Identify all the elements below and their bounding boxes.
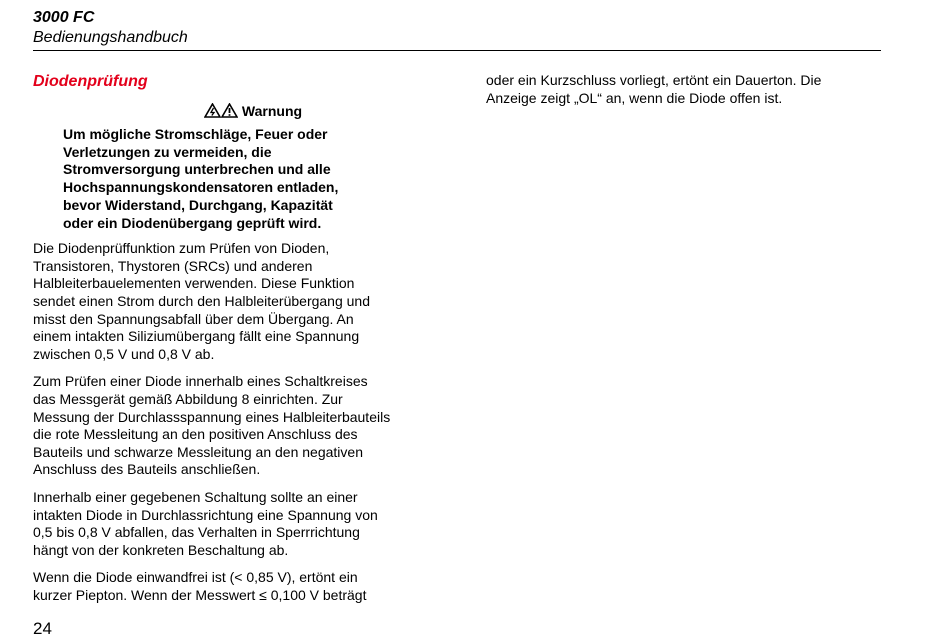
text-line: Anzeige zeigt „OL“ an, wenn die Diode offen ist. bbox=[486, 89, 783, 106]
text-line: das Messgerät gemäß Abbildung 8 einrichten. Zur bbox=[33, 390, 343, 407]
text-line: sendet einen Strom durch den Halbleiterübergang und bbox=[33, 293, 371, 309]
header-divider bbox=[33, 50, 881, 51]
text-line: 0,5 bis 0,8 V abfallen, das Verhalten in Sperrrichtung bbox=[33, 524, 360, 541]
text-line: einem intakten Siliziumübergang fällt eine Spannung bbox=[33, 328, 360, 345]
warning-line: Hochspannungskondensatoren entladen, bbox=[63, 179, 339, 196]
text-line: zwischen 0,5 V und 0,8 V ab. bbox=[33, 345, 215, 362]
text-line: Anschluss des Bauteils anschließen. bbox=[33, 461, 261, 478]
left-column bbox=[33, 72, 433, 615]
shock-hazard-icon bbox=[204, 103, 221, 118]
warning-line: Stromversorgung unterbrechen und alle bbox=[63, 161, 331, 178]
text-line: Zum Prüfen einer Diode innerhalb eines Schaltkreises bbox=[33, 373, 368, 390]
page-header bbox=[33, 8, 881, 48]
warning-label: Warnung bbox=[241, 103, 303, 119]
text-line: hängt von der konkreten Beschaltung ab. bbox=[33, 541, 289, 558]
document-type: Bedienungshandbuch bbox=[33, 29, 188, 46]
text-line: Die Diodenprüffunktion zum Prüfen von Dioden, bbox=[33, 240, 330, 257]
warning-line: oder ein Diodenübergang geprüft wird. bbox=[63, 214, 322, 231]
text-line: intakten Diode in Durchlassrichtung eine Spannung von bbox=[33, 506, 378, 523]
warning-line: Um mögliche Stromschläge, Feuer oder bbox=[63, 126, 328, 142]
warning-text bbox=[63, 126, 393, 232]
paragraph-beep-behavior bbox=[33, 569, 433, 604]
caution-icon bbox=[221, 103, 238, 118]
text-line: misst den Spannungsabfall über dem Übergang. An bbox=[33, 310, 354, 327]
text-line: kurzer Piepton. Wenn der Messwert ≤ 0,100 V beträgt bbox=[33, 586, 367, 603]
text-line: oder ein Kurzschluss vorliegt, ertönt ein Dauerton. Die bbox=[486, 72, 822, 88]
right-column bbox=[486, 72, 886, 117]
warning-line: bevor Widerstand, Durchgang, Kapazität bbox=[63, 196, 333, 213]
paragraph-in-circuit-test bbox=[33, 373, 433, 479]
text-line: Halbleiterbauelementen verwenden. Diese Funktion bbox=[33, 275, 355, 292]
text-line: Transistoren, Thystoren (SRCs) und anderen bbox=[33, 257, 313, 274]
text-line: Messung der Durchlassspannung eines Halbleiterbauteils bbox=[33, 408, 391, 425]
paragraph-continuation bbox=[486, 72, 886, 107]
paragraph-forward-voltage bbox=[33, 489, 433, 559]
product-name: 3000 FC bbox=[33, 9, 95, 26]
page-number: 24 bbox=[33, 619, 52, 638]
warning-line: Verletzungen zu vermeiden, die bbox=[63, 143, 272, 160]
section-title: Diodenprüfung bbox=[33, 73, 148, 90]
text-line: Innerhalb einer gegebenen Schaltung sollte an einer bbox=[33, 488, 358, 505]
warning-heading bbox=[33, 102, 433, 122]
text-line: Wenn die Diode einwandfrei ist (< 0,85 V), ertönt ein bbox=[33, 569, 358, 586]
paragraph-diode-test-function bbox=[33, 240, 433, 363]
warning-icons bbox=[204, 103, 238, 122]
text-line: Bauteils und schwarze Messleitung an den negativen bbox=[33, 443, 363, 460]
text-line: die rote Messleitung an den positiven Anschluss des bbox=[33, 426, 358, 443]
